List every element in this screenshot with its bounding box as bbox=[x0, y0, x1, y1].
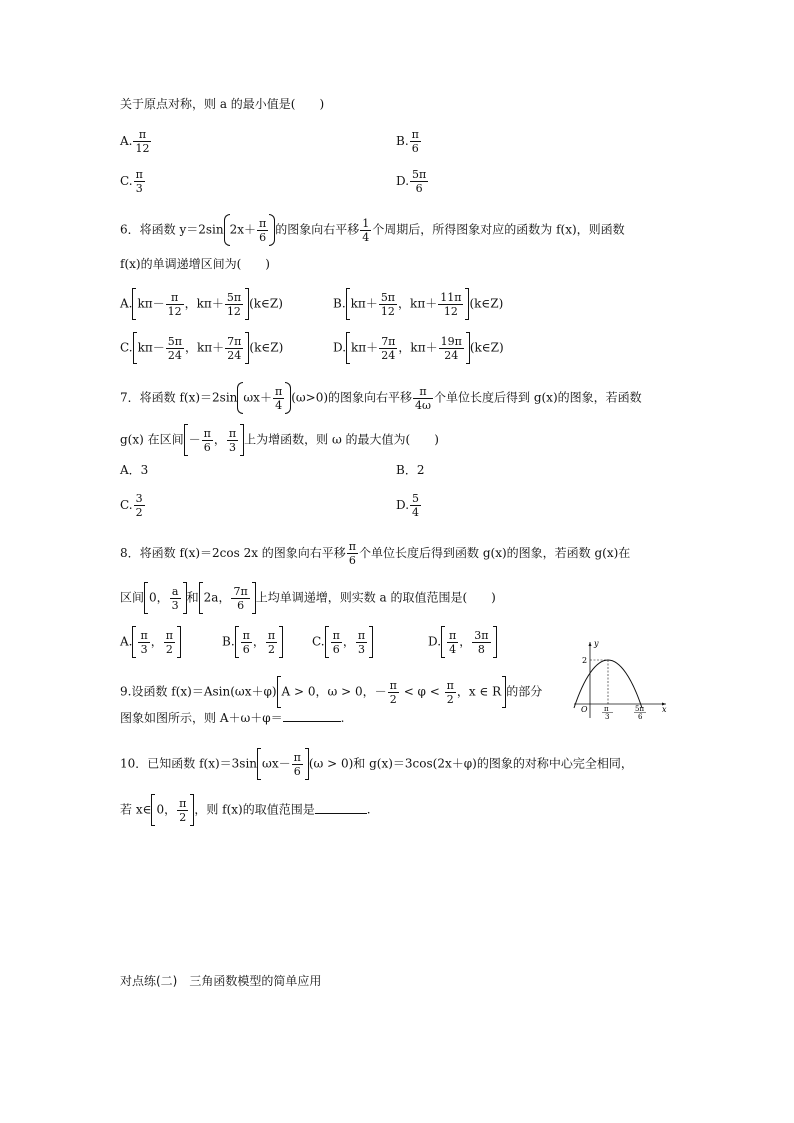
denominator: 24 bbox=[227, 348, 242, 362]
bracket-right bbox=[177, 626, 181, 658]
bracket-left bbox=[235, 626, 239, 658]
fraction bbox=[447, 629, 458, 656]
fraction bbox=[134, 492, 145, 519]
text: ωx－ bbox=[262, 756, 291, 771]
text: (k∈Z) bbox=[469, 296, 504, 311]
q6-option-a bbox=[120, 288, 283, 320]
numerator: 5π bbox=[380, 290, 396, 304]
fraction bbox=[170, 585, 181, 612]
q8-option-b bbox=[222, 626, 283, 658]
x-axis-label: x bbox=[662, 705, 667, 714]
text: ， bbox=[252, 634, 265, 649]
denominator: 12 bbox=[226, 304, 241, 318]
q8-option-a bbox=[120, 626, 181, 658]
bracket-left bbox=[441, 626, 445, 658]
numerator: 7π bbox=[233, 584, 248, 598]
bracket-left bbox=[257, 748, 261, 780]
denominator: 6 bbox=[259, 230, 267, 244]
q5-stem-text: 关于原点对称，则 a 的最小值是( ) bbox=[120, 97, 325, 111]
bracket-left bbox=[325, 626, 329, 658]
denominator: 2 bbox=[389, 692, 397, 706]
text: 0， bbox=[149, 590, 169, 605]
answer-blank[interactable] bbox=[283, 711, 341, 722]
fraction bbox=[241, 629, 252, 656]
fraction bbox=[356, 629, 367, 656]
q10-stem-line2 bbox=[120, 794, 371, 826]
sine-graph-figure bbox=[570, 638, 670, 720]
q5-option-b bbox=[396, 128, 422, 155]
denominator: 2 bbox=[165, 642, 173, 656]
bracket-left bbox=[132, 288, 136, 320]
text: 2x＋ bbox=[229, 222, 256, 237]
text: ，kπ＋ bbox=[398, 340, 438, 355]
denominator: 8 bbox=[477, 642, 485, 656]
origin-label: O bbox=[581, 705, 588, 714]
bracket-right bbox=[279, 626, 283, 658]
option-label: A．3 bbox=[120, 463, 149, 477]
option-label: D. bbox=[333, 340, 347, 355]
numerator: 7π bbox=[227, 334, 242, 348]
text: 个单位长度后得到 g(x)的图象，若函数 bbox=[434, 390, 642, 405]
denominator: 3 bbox=[171, 598, 179, 612]
q9-stem bbox=[120, 676, 542, 708]
y-axis-arrow-icon bbox=[589, 642, 592, 646]
denominator: 3 bbox=[135, 182, 143, 195]
fraction bbox=[410, 492, 421, 519]
numerator: π bbox=[259, 216, 267, 230]
q6-option-d bbox=[333, 332, 504, 364]
numerator: π bbox=[274, 384, 283, 398]
numerator: 3π bbox=[474, 628, 489, 642]
denominator: 24 bbox=[381, 348, 396, 362]
option-label: D. bbox=[396, 174, 410, 188]
fraction bbox=[388, 679, 399, 706]
fraction bbox=[410, 128, 421, 155]
numerator: π bbox=[446, 678, 454, 692]
text: 10．已知函数 f(x)＝3sin bbox=[120, 756, 258, 771]
fraction bbox=[231, 585, 249, 612]
denominator: 6 bbox=[411, 142, 419, 155]
fraction bbox=[439, 335, 464, 362]
numerator: 19π bbox=[440, 334, 462, 348]
text: 若 x∈ bbox=[120, 802, 152, 817]
text: 0， bbox=[156, 802, 177, 817]
fraction bbox=[379, 291, 397, 318]
text: ，kπ＋ bbox=[184, 340, 225, 355]
fraction bbox=[225, 335, 243, 362]
bracket-left bbox=[132, 626, 136, 658]
fraction bbox=[273, 385, 284, 412]
q6-option-b bbox=[333, 288, 503, 320]
text: 和 bbox=[186, 590, 199, 605]
numerator: a bbox=[170, 585, 181, 599]
text: A > 0，ω > 0，－ bbox=[281, 684, 387, 699]
fraction bbox=[257, 217, 268, 244]
text: 个周期后，所得图象对应的函数为 f(x)，则函数 bbox=[372, 222, 625, 237]
numerator: π bbox=[413, 385, 433, 399]
text: kπ＋ bbox=[351, 340, 379, 355]
denominator: 4ω bbox=[415, 398, 431, 412]
fraction bbox=[202, 427, 213, 454]
bracket-left bbox=[133, 332, 137, 364]
numerator: π bbox=[332, 628, 340, 642]
denominator: 6 bbox=[242, 642, 250, 656]
denominator: 12 bbox=[443, 304, 458, 318]
bracket-left bbox=[184, 424, 188, 456]
text: ， bbox=[342, 634, 355, 649]
option-label: B．2 bbox=[396, 463, 425, 477]
text: (ω>0)的图象向右平移 bbox=[291, 390, 413, 405]
numerator: π bbox=[228, 426, 237, 440]
y-axis-label: y bbox=[594, 639, 599, 648]
text: ，kπ＋ bbox=[184, 296, 224, 311]
text: 区间 bbox=[120, 590, 145, 605]
text: . bbox=[340, 711, 345, 725]
bracket-left bbox=[277, 676, 281, 708]
option-label: C. bbox=[120, 498, 133, 512]
fraction bbox=[292, 751, 303, 778]
fraction bbox=[438, 291, 463, 318]
text: (k∈Z) bbox=[249, 296, 283, 311]
bracket-right bbox=[369, 626, 373, 658]
text: (k∈Z) bbox=[249, 340, 284, 355]
numerator: π bbox=[179, 796, 187, 810]
text: ，x ∈ R bbox=[456, 684, 502, 699]
numerator: 11π bbox=[440, 290, 462, 304]
option-label: A. bbox=[120, 134, 133, 148]
text: (ω > 0)和 g(x)＝3cos(2x＋φ)的图象的对称中心完全相同， bbox=[308, 756, 633, 771]
q10-stem bbox=[120, 748, 633, 780]
numerator: π bbox=[140, 628, 148, 642]
numerator: π bbox=[389, 678, 397, 692]
denominator: 4 bbox=[449, 642, 457, 656]
denominator: 2 bbox=[135, 506, 143, 519]
fraction bbox=[225, 291, 243, 318]
option-label: A. bbox=[120, 634, 133, 649]
fraction bbox=[410, 168, 428, 195]
option-label: A. bbox=[120, 296, 133, 311]
fraction bbox=[379, 335, 397, 362]
denominator: 4 bbox=[275, 398, 283, 412]
fraction bbox=[472, 629, 490, 656]
fraction bbox=[360, 217, 371, 244]
numerator: π bbox=[449, 628, 457, 642]
denominator: 12 bbox=[167, 304, 182, 318]
x-tick1-den: 3 bbox=[605, 713, 610, 720]
denominator: 3 bbox=[229, 440, 237, 454]
fraction bbox=[134, 168, 145, 195]
q6-option-c bbox=[120, 332, 283, 364]
text: kπ＋ bbox=[350, 296, 378, 311]
text: 个单位长度后得到函数 g(x)的图象，若函数 g(x)在 bbox=[359, 546, 631, 560]
text: < φ < bbox=[399, 684, 444, 699]
q7-stem bbox=[120, 382, 642, 414]
text: kπ－ bbox=[137, 296, 165, 311]
q5-option-d bbox=[396, 168, 429, 195]
denominator: 2 bbox=[268, 642, 275, 656]
x-tick2-num: 5π bbox=[635, 705, 645, 713]
bracket-left bbox=[346, 332, 350, 364]
denominator: 4 bbox=[412, 506, 420, 519]
denominator: 24 bbox=[444, 348, 459, 362]
answer-blank[interactable] bbox=[315, 803, 367, 814]
numerator: 5π bbox=[167, 334, 182, 348]
option-label: C. bbox=[120, 174, 133, 188]
q5-option-a bbox=[120, 128, 152, 155]
option-label: B. bbox=[222, 634, 235, 649]
denominator: 24 bbox=[167, 348, 182, 362]
text: ωx＋ bbox=[243, 390, 272, 405]
q7-stem-line2 bbox=[120, 424, 439, 456]
text: . bbox=[366, 802, 371, 817]
text: 图象如图所示，则 A＋ω＋φ＝ bbox=[120, 711, 283, 725]
numerator: π bbox=[203, 426, 211, 440]
q7-option-a bbox=[120, 462, 148, 478]
numerator: π bbox=[348, 540, 357, 553]
option-label: D. bbox=[396, 498, 410, 512]
fraction bbox=[133, 128, 151, 155]
denominator: 6 bbox=[332, 642, 340, 656]
text: － bbox=[188, 432, 201, 447]
fraction bbox=[227, 427, 238, 454]
numerator: π bbox=[411, 128, 419, 141]
bracket-left bbox=[144, 582, 148, 614]
y-tick-label: 2 bbox=[582, 656, 588, 665]
q8-option-c bbox=[312, 626, 373, 658]
option-label: B. bbox=[333, 296, 346, 311]
q8-stem bbox=[120, 540, 630, 567]
denominator: 2 bbox=[179, 810, 187, 824]
denominator: 12 bbox=[135, 142, 150, 155]
denominator: 6 bbox=[237, 598, 245, 612]
text: ，kπ＋ bbox=[398, 296, 438, 311]
option-label: D. bbox=[428, 634, 442, 649]
q6-stem bbox=[120, 214, 625, 246]
bracket-left bbox=[199, 582, 203, 614]
denominator: 6 bbox=[348, 554, 356, 567]
x-tick2-den: 6 bbox=[638, 713, 643, 720]
q7-option-b bbox=[396, 462, 424, 478]
text: (k∈Z) bbox=[469, 340, 504, 355]
denominator: 3 bbox=[357, 642, 365, 656]
x-tick1-num: π bbox=[604, 705, 609, 713]
text: 的图象向右平移 bbox=[275, 222, 360, 237]
numerator: π bbox=[133, 128, 151, 142]
denominator: 3 bbox=[140, 642, 148, 656]
fraction bbox=[347, 540, 358, 567]
numerator: π bbox=[267, 628, 276, 642]
fraction bbox=[445, 679, 456, 706]
text: 的部分 bbox=[506, 684, 543, 699]
text: 9.设函数 f(x)＝Asin(ωx＋φ) bbox=[120, 684, 277, 699]
numerator: π bbox=[357, 628, 366, 642]
numerator: 5π bbox=[226, 290, 242, 304]
denominator: 6 bbox=[415, 182, 423, 195]
q7-option-c bbox=[120, 492, 146, 519]
fraction bbox=[266, 629, 277, 656]
text: ， bbox=[150, 634, 163, 649]
q7-option-d bbox=[396, 492, 422, 519]
q9-stem-line2 bbox=[120, 710, 345, 726]
denominator: 4 bbox=[362, 230, 370, 244]
fraction bbox=[331, 629, 342, 656]
numerator: 5π bbox=[412, 168, 427, 181]
q5-option-c bbox=[120, 168, 146, 195]
fraction bbox=[166, 335, 184, 362]
numerator: π bbox=[242, 628, 250, 642]
fraction bbox=[164, 629, 175, 656]
numerator: π bbox=[165, 628, 173, 642]
numerator: π bbox=[166, 291, 184, 305]
section-title: 对点练(二) 三角函数模型的简单应用 bbox=[120, 974, 322, 988]
fraction bbox=[138, 629, 149, 656]
text: 2a， bbox=[203, 590, 231, 605]
bracket-left bbox=[346, 288, 350, 320]
text: 上均单调递增，则实数 a 的取值范围是( ) bbox=[255, 590, 496, 605]
numerator: 1 bbox=[362, 216, 370, 230]
text: ， bbox=[213, 432, 226, 447]
q5-stem bbox=[120, 96, 324, 112]
option-label: C. bbox=[312, 634, 325, 649]
q8-option-d bbox=[428, 626, 497, 658]
text: 7．将函数 f(x)＝2sin bbox=[120, 390, 238, 405]
numerator: 7π bbox=[381, 334, 396, 348]
fraction bbox=[166, 291, 184, 318]
numerator: 3 bbox=[135, 492, 143, 505]
text: f(x)的单调递增区间为( ) bbox=[120, 257, 270, 271]
q6-stem-line2 bbox=[120, 256, 270, 272]
text: 8．将函数 f(x)＝2cos 2x 的图象向右平移 bbox=[120, 546, 346, 560]
fraction bbox=[177, 797, 188, 824]
text: ， bbox=[459, 634, 472, 649]
option-label: B. bbox=[396, 134, 409, 148]
q8-stem-line2 bbox=[120, 582, 496, 614]
denominator: 2 bbox=[446, 692, 454, 706]
text: 6．将函数 y＝2sin bbox=[120, 222, 224, 237]
fraction bbox=[413, 385, 433, 412]
denominator: 12 bbox=[380, 304, 395, 318]
numerator: 5 bbox=[412, 492, 420, 505]
denominator: 6 bbox=[293, 764, 301, 778]
numerator: π bbox=[135, 168, 143, 181]
text: ，则 f(x)的取值范围是 bbox=[194, 802, 315, 817]
text: g(x) 在区间 bbox=[120, 432, 184, 447]
text: kπ－ bbox=[137, 340, 165, 355]
numerator: π bbox=[293, 750, 301, 764]
text: 上为增函数，则 ω 的最大值为( ) bbox=[244, 432, 439, 447]
bracket-right bbox=[493, 626, 497, 658]
bracket-left bbox=[151, 794, 155, 826]
option-label: C. bbox=[120, 340, 133, 355]
denominator: 6 bbox=[203, 440, 211, 454]
